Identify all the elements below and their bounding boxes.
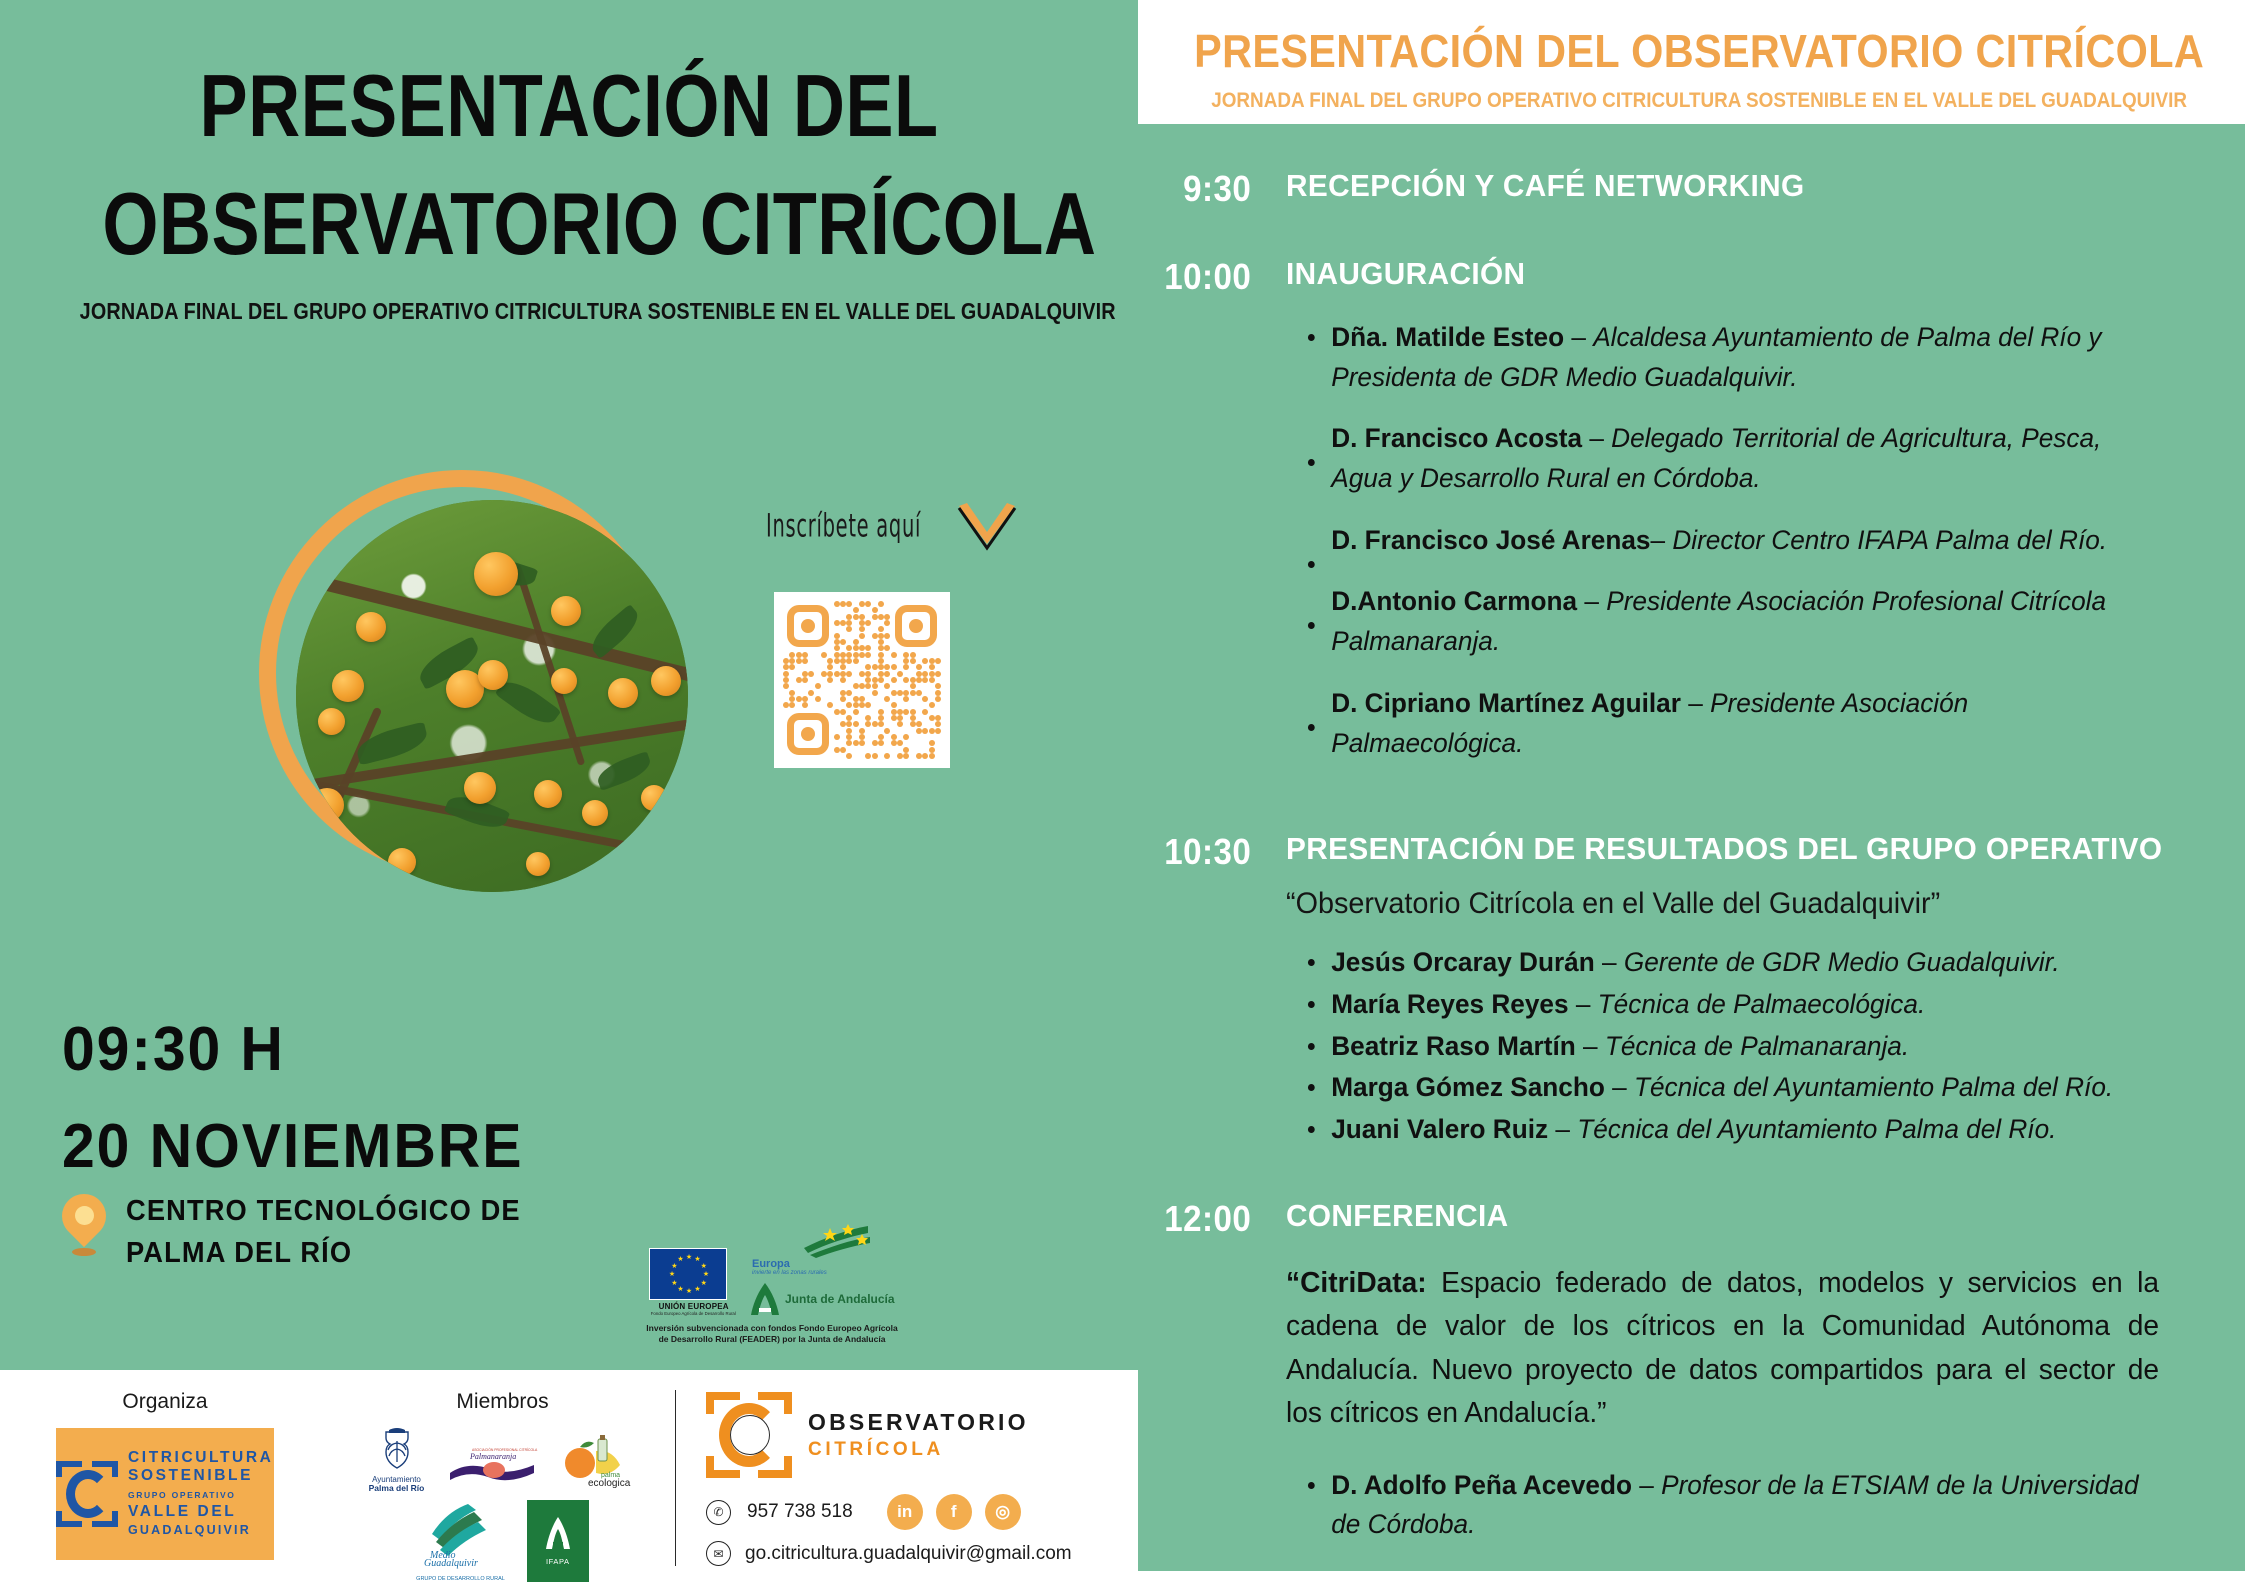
citricultura-line-4: VALLE DEL [128, 1502, 237, 1520]
citricultura-line-1: CITRICULTURA [128, 1449, 274, 1467]
agenda-slot-0930 [1138, 168, 2245, 210]
conference-body: Espacio federado de datos, modelos y servicios en la cadena de valor de los cítricos en la Comunidad Autónoma de Andalucía. Nuevo proyecto de datos compartidos para el sector de los cítricos en Andalucía.” [1286, 1266, 2159, 1430]
venue-text [126, 1190, 521, 1274]
speaker-name: Juani Valero Ruiz [1331, 1113, 1549, 1144]
speaker-name: María Reyes Reyes [1331, 988, 1569, 1019]
orange-fruit [332, 670, 364, 702]
event-datetime [62, 1014, 548, 1182]
european-union-flag-icon: ★ ★ ★ ★ ★ ★ ★ ★ ★ ★ ★ ★ [649, 1248, 727, 1300]
instagram-icon[interactable]: ◎ [985, 1494, 1021, 1530]
poster-subtitle: JORNADA FINAL DEL GRUPO OPERATIVO CITRICULTURA SOSTENIBLE EN EL VALLE DEL GUADALQUIVIR [79, 298, 1116, 324]
member-medio-guadalquivir [416, 1500, 505, 1582]
qr-finder-bottom-left [787, 713, 829, 755]
conferencia-speaker-list [1306, 1466, 2186, 1545]
member-ayuntamiento-palma-del-rio [369, 1428, 425, 1494]
dash: – [1564, 322, 1594, 352]
slot-time: 9:30 [1183, 168, 1252, 209]
citricultura-mark-icon [56, 1461, 118, 1527]
speaker-name: D. Francisco José Arenas [1331, 524, 1651, 555]
speaker-name: D. Adolfo Peña Acevedo [1331, 1469, 1632, 1500]
member-palmanaranja [446, 1443, 538, 1494]
junta-a-icon [545, 1516, 571, 1550]
palma-ecologica-logo-icon [560, 1471, 636, 1493]
orange-fruit [326, 830, 356, 860]
junta-de-andalucia-logo [750, 1282, 895, 1316]
list-item [1306, 1110, 2160, 1150]
europa-subtitle: invierte en las zonas rurales [751, 1270, 827, 1276]
speaker-role: Alcaldesa Ayuntamiento de Palma del Río y Presidenta de GDR Medio Guadalquivir. [1331, 322, 2102, 392]
agenda-slot-1030 [1138, 831, 2245, 873]
agenda-slot-1200 [1138, 1198, 2245, 1240]
list-item [1306, 985, 2160, 1025]
svg-text:Medio: Medio [430, 1549, 457, 1561]
phone-number[interactable]: 957 738 518 [747, 1501, 853, 1522]
qr-finder-top-right [895, 605, 937, 647]
speaker-role: Técnica de Palmanaranja. [1604, 1030, 1910, 1061]
orange-fruit [582, 800, 608, 826]
list-item [1306, 318, 2160, 397]
slot-title: PRESENTACIÓN DE RESULTADOS DEL GRUPO OPERATIVO [1286, 831, 2163, 867]
event-venue [62, 1190, 546, 1274]
speaker-name: Jesús Orcaray Durán [1331, 947, 1595, 978]
orange-fruit [534, 780, 562, 808]
speaker-role: Delegado Territorial de Agricultura, Pesca, Agua y Desarrollo Rural en Córdoba. [1331, 423, 2102, 494]
dash: – [1604, 1072, 1634, 1103]
eu-flag-caption-sub: Fondo Europeo Agrícola de Desarrollo Rural [651, 1311, 737, 1316]
dash: – [1582, 423, 1612, 454]
list-item [1306, 684, 2160, 763]
orange-fruit [478, 660, 508, 690]
facebook-icon[interactable]: f [936, 1494, 972, 1530]
dash: – [1594, 947, 1624, 978]
list-item [1306, 1466, 2160, 1545]
citricultura-line-3a: GRUPO [128, 1490, 168, 1501]
europa-rural-icon [774, 1222, 870, 1258]
member-palma-ecologica [560, 1433, 636, 1494]
member-ifapa [527, 1500, 589, 1582]
dash: – [1568, 988, 1598, 1019]
speaker-name: Beatriz Raso Martín [1331, 1030, 1576, 1061]
observatorio-logo-row [706, 1392, 1138, 1478]
orange-fruit [318, 708, 345, 735]
svg-text:ecologica: ecologica [588, 1477, 631, 1489]
dash: – [1680, 687, 1711, 718]
eu-note-line-2: de Desarrollo Rural (FEADER) por la Junta de Andalucía [658, 1334, 886, 1345]
observatorio-word-1: OBSERVATORIO [808, 1409, 1029, 1435]
observatorio-contact-section [676, 1370, 1138, 1587]
medio-guadalquivir-logo-icon [416, 1549, 504, 1574]
orange-fruit [651, 666, 681, 696]
poster-title-line-1: PRESENTACIÓN DEL [199, 56, 939, 155]
speaker-role: Técnica de Palmaecológica. [1597, 988, 1926, 1019]
ayto-caption-2: Palma del Río [368, 1483, 425, 1494]
venue-line-1: CENTRO TECNOLÓGICO DE [126, 1195, 521, 1227]
slot-title: INAUGURACIÓN [1286, 256, 1526, 291]
citricultura-line-5: GUADALQUIVIR [128, 1522, 251, 1537]
phone-icon: ✆ [706, 1500, 731, 1525]
agenda-slot-1000 [1138, 256, 2245, 298]
junta-group [750, 1222, 895, 1316]
orange-fruit [551, 596, 581, 626]
dash: – [1575, 1030, 1605, 1061]
speaker-role: Presidente Asociación Palmaecológica. [1331, 687, 1969, 758]
orange-fruit [526, 852, 550, 876]
members-row-2 [330, 1500, 675, 1582]
coat-of-arms-icon [380, 1457, 414, 1474]
citricultura-wordmark [128, 1449, 274, 1539]
email-row [706, 1541, 1138, 1566]
social-links [887, 1494, 1021, 1530]
orange-fruit [464, 772, 496, 804]
members-row-1 [330, 1428, 675, 1494]
orange-fruit [474, 552, 518, 596]
ifapa-logo [527, 1500, 589, 1582]
organiza-label: Organiza [122, 1390, 208, 1413]
eu-flag-group [649, 1248, 738, 1316]
location-pin-icon [62, 1194, 106, 1256]
miembros-label: Miembros [456, 1390, 549, 1413]
signup-label: Inscríbete aquí [766, 507, 922, 545]
dash: – [1577, 586, 1607, 617]
svg-text:Palmanaranja: Palmanaranja [470, 1451, 517, 1461]
email-address[interactable]: go.citricultura.guadalquivir@gmail.com [745, 1542, 1072, 1564]
citricultura-line-3b: OPERATIVO [171, 1490, 236, 1501]
speaker-role: Presidente Asociación Profesional Citrícola Palmanaranja. [1331, 586, 2107, 657]
conference-title: “CitriData: [1286, 1266, 1427, 1299]
poster-title-line-2: OBSERVATORIO CITRÍCOLA [102, 174, 1097, 273]
linkedin-icon[interactable]: in [887, 1494, 923, 1530]
eu-funding-note [622, 1323, 922, 1345]
speaker-name: D.Antonio Carmona [1331, 586, 1578, 617]
eu-funding-block [622, 1222, 922, 1345]
ifapa-label: IFAPA [545, 1556, 570, 1566]
conference-description [1286, 1262, 2159, 1436]
junta-label: Junta de Andalucía [784, 1292, 895, 1306]
list-item [1306, 419, 2160, 498]
svg-text:Guadalquivir: Guadalquivir [424, 1557, 479, 1569]
slot-title: RECEPCIÓN Y CAFÉ NETWORKING [1286, 168, 1805, 203]
list-item [1306, 1027, 2160, 1067]
orange-fruit [310, 788, 344, 822]
speaker-name: Marga Gómez Sancho [1331, 1072, 1605, 1103]
dash: – [1631, 1469, 1662, 1500]
speaker-role: Técnica del Ayuntamiento Palma del Río. [1577, 1113, 2057, 1144]
speaker-name: D. Cipriano Martínez Aguilar [1331, 687, 1681, 718]
orange-fruit [388, 848, 416, 876]
agenda-body [1138, 124, 2245, 1571]
dash: – [1650, 524, 1673, 555]
resultados-speaker-list [1306, 943, 2186, 1149]
list-item [1306, 521, 2160, 561]
chevron-down-icon [955, 500, 1019, 552]
svg-text:ASOCIACIÓN PROFESIONAL CITRÍCO: ASOCIACIÓN PROFESIONAL CITRÍCOLA [472, 1447, 538, 1452]
organiza-section [0, 1370, 330, 1587]
venue-line-2: PALMA DEL RÍO [126, 1237, 353, 1270]
miembros-section [330, 1370, 675, 1587]
event-date: 20 NOVIEMBRE [62, 1112, 524, 1181]
list-item [1306, 1068, 2160, 1108]
europa-title: Europa [751, 1258, 790, 1270]
poster-footer [0, 1370, 1138, 1587]
orange-fruit [551, 668, 577, 694]
slot-quote: “Observatorio Citrícola en el Valle del Guadalquivir” [1286, 887, 1941, 921]
member-caption [369, 1475, 425, 1494]
signup-callout [766, 500, 1019, 552]
list-item [1306, 943, 2160, 983]
dash: – [1548, 1113, 1578, 1144]
slot-title: CONFERENCIA [1286, 1197, 1509, 1233]
citricultura-line-2: SOSTENIBLE [128, 1467, 254, 1485]
palmanaranja-logo-icon [446, 1447, 538, 1493]
agenda-subtitle: JORNADA FINAL DEL GRUPO OPERATIVO CITRICULTURA SOSTENIBLE EN EL VALLE DEL GUADALQUIVIR [1211, 89, 2188, 112]
slot-time: 10:30 [1164, 831, 1252, 873]
speaker-role: Director Centro IFAPA Palma del Río. [1672, 524, 2108, 555]
ayto-caption-1: Ayuntamiento [372, 1475, 421, 1484]
medio-caption: GRUPO DE DESARROLLO RURAL [416, 1575, 505, 1582]
agenda-panel [1138, 0, 2245, 1587]
orange-grove-photo [296, 500, 688, 892]
speaker-name: D. Francisco Acosta [1331, 423, 1583, 454]
agenda-header [1138, 0, 2245, 124]
speaker-name: Dña. Matilde Esteo [1331, 322, 1565, 352]
observatorio-word-2: CITRÍCOLA [808, 1439, 944, 1460]
inauguracion-speaker-list [1306, 318, 2186, 763]
list-item [1306, 582, 2160, 661]
poster-body [0, 0, 1138, 1370]
speaker-role: Profesor de la ETSIAM de la Universidad de Córdoba. [1331, 1469, 2139, 1540]
email-icon: ✉ [706, 1541, 731, 1566]
registration-qr-code[interactable] [774, 592, 950, 768]
orange-fruit [608, 678, 638, 708]
junta-a-icon [750, 1282, 780, 1316]
speaker-role: Técnica del Ayuntamiento Palma del Río. [1633, 1072, 2114, 1103]
eu-flag-caption: UNIÓN EUROPEA [658, 1302, 729, 1311]
poster-title-block [0, 0, 1138, 325]
eu-note-line-1: Inversión subvencionada con fondos Fondo Europeo Agrícola [646, 1323, 898, 1333]
orange-fruit [356, 612, 386, 642]
observatorio-mark-icon [706, 1392, 792, 1478]
slot-time: 10:00 [1164, 256, 1252, 297]
qr-finder-top-left [787, 605, 829, 647]
speaker-role: Gerente de GDR Medio Guadalquivir. [1623, 947, 2060, 978]
svg-text:palma: palma [601, 1471, 621, 1479]
agenda-title: PRESENTACIÓN DEL OBSERVATORIO CITRÍCOLA [1194, 25, 2205, 77]
observatorio-wordmark [808, 1409, 1029, 1461]
phone-row [706, 1494, 1138, 1530]
event-time: 09:30 H [62, 1015, 285, 1084]
citricultura-sostenible-logo [56, 1428, 274, 1560]
slot-time: 12:00 [1164, 1197, 1252, 1239]
orange-fruit [641, 785, 667, 811]
